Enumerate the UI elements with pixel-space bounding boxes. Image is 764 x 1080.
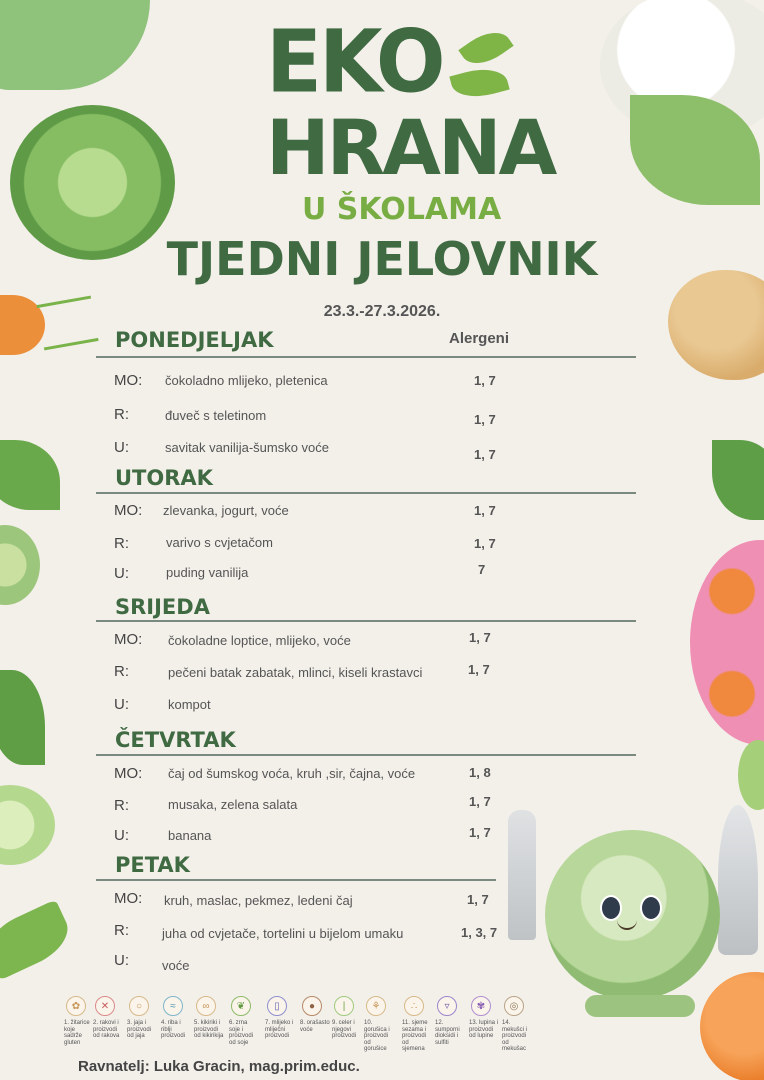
allergen-legend-sulphites [435, 996, 465, 1046]
logo-leaf-2 [449, 62, 509, 103]
lettuce-top-left-illustration [0, 0, 150, 90]
week-dates: 23.3.-27.3.2026. [323, 303, 441, 320]
allergen-codes: 1, 3, 7 [461, 925, 498, 940]
meal-label: U: [114, 827, 129, 844]
sulphite-icon: ▿ [437, 996, 457, 1016]
meal-label: MO: [114, 890, 143, 907]
fork-illustration [508, 810, 536, 940]
allergen-legend-celery [332, 996, 362, 1040]
milk-icon: ▯ [267, 996, 287, 1016]
logo-line-1: EKO [266, 12, 443, 113]
allergen-legend-eggs [127, 996, 157, 1040]
meal-text: pečeni batak zabatak, mlinci, kiseli krastavci [168, 665, 423, 680]
allergen-legend-gluten [64, 996, 94, 1046]
allergen-legend-sesame [402, 996, 432, 1053]
day-title-wednesday: SRIJEDA [115, 595, 210, 619]
meal-text: đuveč s teletinom [165, 408, 267, 423]
day-title-monday: PONEDJELJAK [115, 328, 274, 352]
allergen-codes: 1, 7 [474, 373, 496, 388]
allergen-legend-crustaceans [93, 996, 123, 1040]
meal-text: kompot [168, 697, 211, 712]
meal-label: R: [114, 797, 129, 814]
meal-text: juha od cvjetače, tortelini u bijelom umaku [162, 926, 404, 941]
allergen-legend-text: 6. zrna soje i proizvodi od soje [229, 1020, 254, 1046]
meal-label: U: [114, 439, 129, 456]
shell-icon: ◎ [504, 996, 524, 1016]
allergen-codes: 1, 7 [469, 794, 491, 809]
page-title: TJEDNI JELOVNIK [166, 232, 598, 286]
meal-label: U: [114, 952, 129, 969]
allergen-legend-text: 3. jaja i proizvodi od jaja [127, 1020, 152, 1039]
day-divider [96, 492, 636, 494]
meal-text: čokoladne loptice, mlijeko, voće [168, 633, 351, 648]
day-divider [96, 620, 636, 622]
mustard-icon: ⚘ [366, 996, 386, 1016]
allergen-legend-fish [161, 996, 191, 1040]
meal-text: voće [162, 958, 190, 973]
meal-label: MO: [114, 765, 143, 782]
logo-line-3: U ŠKOLAMA [302, 192, 502, 227]
allergen-legend-mustard [364, 996, 394, 1053]
allergen-legend-text: 4. riba i riblji proizvodi [161, 1020, 186, 1039]
crab-icon: ✕ [95, 996, 115, 1016]
meal-text: savitak vanilija-šumsko voće [165, 440, 330, 455]
allergen-legend-text: 7. mlijeko i mliječni proizvodi [265, 1020, 294, 1039]
allergen-legend-text: 9. celer i njegovi proizvodi [332, 1020, 357, 1039]
day-divider [96, 356, 636, 358]
allergen-legend-text: 14. mekušci i proizvodi od mekušac [502, 1020, 528, 1052]
meal-label: R: [114, 663, 129, 680]
basil-left-illustration [0, 440, 60, 510]
allergen-codes: 1, 7 [474, 412, 496, 427]
meal-text: čokoladno mlijeko, pletenica [165, 373, 328, 388]
cabbage-mascot-illustration [545, 830, 720, 1000]
allergen-codes: 1, 7 [474, 503, 496, 518]
meal-label: R: [114, 406, 129, 423]
allergen-codes: 1, 7 [474, 447, 496, 462]
allergen-codes: 1, 7 [474, 536, 496, 551]
allergen-legend-soy [229, 996, 259, 1046]
fish-icon: ≈ [163, 996, 183, 1016]
allergen-legend-molluscs [502, 996, 532, 1053]
director-signature-line: Ravnatelj: Luka Gracin, mag.prim.educ. [78, 1058, 360, 1075]
cabbage-left-illustration [0, 525, 40, 605]
herb-left-illustration [0, 670, 45, 765]
egg-icon: ○ [129, 996, 149, 1016]
meal-text: puding vanilija [166, 565, 249, 580]
allergen-codes: 7 [478, 562, 486, 577]
allergen-legend-text: 11. sjeme sezama i proizvodi od sjemena [402, 1020, 428, 1052]
day-divider [96, 754, 636, 756]
kohlrabi-illustration [0, 785, 55, 865]
meal-text: musaka, zelena salata [168, 797, 298, 812]
potato-illustration [668, 270, 764, 380]
sesame-icon: ∴ [404, 996, 424, 1016]
allergen-legend-text: 13. lupina i proizvodi od lupine [469, 1020, 499, 1039]
meal-label: U: [114, 565, 129, 582]
allergen-codes: 1, 8 [469, 765, 491, 780]
allergen-legend-text: 8. orašasto voće [300, 1020, 330, 1033]
allergen-codes: 1, 7 [467, 892, 489, 907]
day-title-thursday: ČETVRTAK [115, 728, 236, 752]
allergen-legend-text: 2. rakovi i proizvodi od rakova [93, 1020, 120, 1039]
allergen-legend-milk [265, 996, 295, 1040]
leaf-right-illustration [712, 440, 764, 520]
spoon-illustration [718, 805, 758, 955]
wheat-icon: ✿ [66, 996, 86, 1016]
meal-text: banana [168, 828, 212, 843]
allergen-legend-lupin [469, 996, 499, 1040]
allergen-codes: 1, 7 [469, 825, 491, 840]
allergen-legend-text: 12. sumporni dioksidi i sulfiti [435, 1020, 460, 1046]
meal-label: R: [114, 535, 129, 552]
soy-icon: ❦ [231, 996, 251, 1016]
peas-pod-illustration [0, 899, 77, 980]
allergen-legend-nuts [300, 996, 330, 1033]
meal-label: MO: [114, 631, 143, 648]
allergen-legend-text: 10. gorušica i proizvodi od gorušice [364, 1020, 390, 1052]
meal-label: R: [114, 922, 129, 939]
day-title-friday: PETAK [115, 853, 190, 877]
meal-label: U: [114, 696, 129, 713]
allergen-legend-peanuts [194, 996, 224, 1040]
meal-label: MO: [114, 502, 143, 519]
leaf-right-lower-illustration [738, 740, 764, 810]
meal-text: čaj od šumskog voća, kruh ,sir, čajna, voće [168, 766, 416, 781]
lupin-icon: ✾ [471, 996, 491, 1016]
allergen-codes: 1, 7 [468, 662, 490, 677]
allergen-column-header: Alergeni [449, 330, 510, 347]
meal-text: varivo s cvjetačom [166, 535, 273, 550]
logo-line-2: HRANA [266, 103, 555, 192]
orange-illustration [700, 972, 764, 1080]
mascot-feet [585, 995, 695, 1017]
day-title-tuesday: UTORAK [115, 466, 213, 490]
allergen-legend-text: 1. žitarice koje sadrže gluten [64, 1020, 90, 1046]
celery-icon: | [334, 996, 354, 1016]
allergen-legend-text: 5. kikiriki i proizvodi od kikirikija [194, 1020, 224, 1039]
meal-text: zlevanka, jogurt, voće [163, 503, 289, 518]
nut-icon: ● [302, 996, 322, 1016]
logo-leaf-1 [458, 23, 513, 73]
day-divider [96, 879, 496, 881]
pink-egg-illustration [690, 540, 764, 745]
mascot-right-eye [640, 895, 662, 921]
peanut-icon: ∞ [196, 996, 216, 1016]
meal-text: kruh, maslac, pekmez, ledeni čaj [164, 893, 353, 908]
allergen-codes: 1, 7 [469, 630, 491, 645]
meal-label: MO: [114, 372, 143, 389]
eko-hrana-logo [262, 12, 555, 229]
